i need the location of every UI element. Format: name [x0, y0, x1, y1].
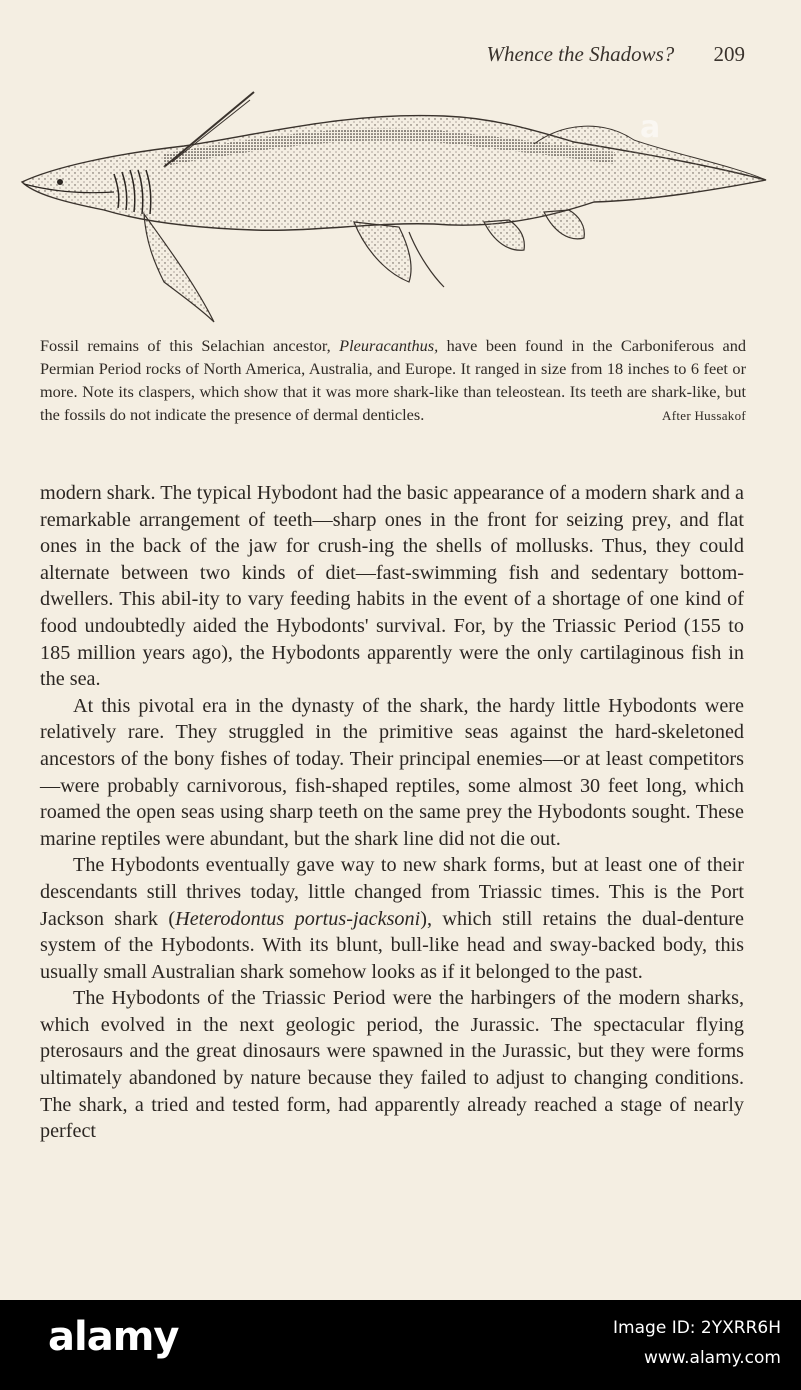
image-id: Image ID: 2YXRR6H: [613, 1318, 781, 1338]
paragraph-4: The Hybodonts of the Triassic Period were the harbingers of the modern sharks, which evolved in the next geologic period, the Jurassic. The spectacular flying pterosaurs and the great dinosaurs were spawned in the Jurassic, but they were forms ultimately abandoned by nature because they failed to adjust to changing conditions. The shark, a tried and tested form, had apparently already reached a stage of nearly perfect: [40, 987, 744, 1143]
figure-caption: [40, 334, 746, 427]
stock-footer: [0, 1300, 801, 1390]
caption-text: have been found in the Carboniferous and Permian Period rocks of North America, Australia, and Europe. It ranged in size from 18 inches to 6 feet or more. Note its claspers, which show that it was more shark-like than teleostean. Its teeth are shark-like, but the fossils do not indicate the presence of dermal denticles.: [40, 336, 746, 424]
page-number: 209: [713, 42, 745, 66]
paragraph-3: The Hybodonts eventually gave way to new shark forms, but at least one of their descendants still thrives today, little changed from Triassic times. This is the Port Jackson shark (Heterodontus portus-jacksoni), which still retains the dual-denture system of the Hybodonts. With its blunt, bull-like head and sway-backed body, this usually small Australian shark somehow looks as if it belonged to the past.: [40, 854, 744, 983]
running-title: Whence the Shadows?: [486, 42, 675, 66]
species-name: Heterodontus portus-jacksoni: [175, 907, 421, 930]
paragraph-1: modern shark. The typical Hybodont had the basic appearance of a modern shark and a remarkable arrangement of teeth—sharp ones in the front for seizing prey, and flat ones in the back of the jaw for crush-ing the shells of mollusks. Thus, they could alternate between two kinds of diet—fast-swimming fish and sedentary bottom-dwellers. This abil-ity to vary feeding habits in the event of a shortage of one kind of food undoubtedly aided the Hybodonts' survival. For, by the Triassic Period (155 to 185 million years ago), the Hybodonts apparently were the only cartilaginous fish in the sea.: [40, 482, 744, 691]
paragraph-2: At this pivotal era in the dynasty of the shark, the hardy little Hybodonts were relatively rare. They struggled in the primitive seas against the hard-skeletoned ancestors of the bony fishes of today. Their principal enemies—or at least competitors—were probably carnivorous, fish-shaped reptiles, some almost 30 feet long, which roamed the open seas using sharp teeth on the same prey the Hybodonts sought. These marine reptiles were abundant, but the shark line did not die out.: [40, 694, 744, 850]
site-url: www.alamy.com: [643, 1348, 781, 1368]
running-head: [486, 42, 745, 67]
figure-credit: After Hussakof: [662, 408, 746, 423]
alamy-logo: alamy: [48, 1314, 179, 1360]
caption-genus-name: Pleuracanthus,: [339, 336, 439, 355]
caption-text: Fossil remains of this Selachian ancestor,: [40, 336, 340, 355]
body-text: [40, 480, 744, 1145]
alamy-watermark: a: [640, 110, 661, 145]
